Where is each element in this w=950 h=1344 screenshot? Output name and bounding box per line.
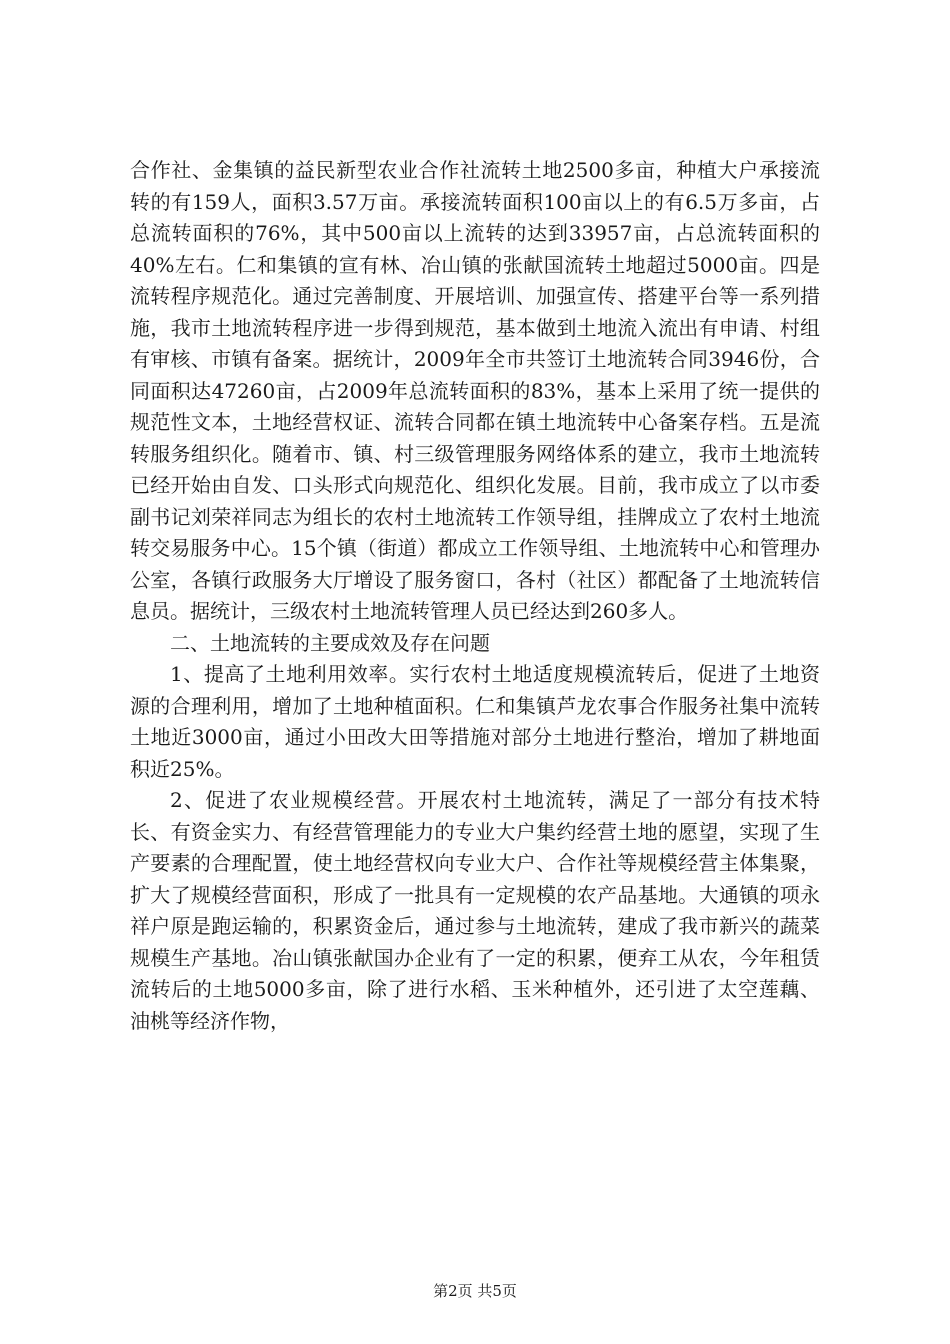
paragraph-land-efficiency: 1、提高了土地利用效率。实行农村土地适度规模流转后，促进了土地资源的合理利用，增加了土地种植面积。仁和集镇芦龙农事合作服务社集中流转土地近3000亩，通过小田改大田等措施对部分土地进行整治，增加了耕地面积近25%。 bbox=[130, 662, 820, 781]
document-body bbox=[130, 155, 820, 1037]
page-footer: 第2页 共5页 bbox=[433, 1282, 517, 1300]
paragraph-continuation: 合作社、金集镇的益民新型农业合作社流转土地2500多亩，种植大户承接流转的有159人，面积3.57万亩。承接流转面积100亩以上的有6.5万多亩，占总流转面积的76%，其中500亩以上流转的达到33957亩，占总流转面积的40%左右。仁和集镇的宣有林、冶山镇的张献国流转土地超过5000亩。四是流转程序规范化。通过完善制度、开展培训、加强宣传、搭建平台等一系列措施，我市土地流转程序进一步得到规范，基本做到土地流入流出有申请、村组有审核、市镇有备案。据统计，2009年全市共签订土地流转合同3946份，合同面积达47260亩，占2009年总流转面积的83%，基本上采用了统一提供的规范性文本，土地经营权证、流转合同都在镇土地流转中心备案存档。五是流转服务组织化。随着市、镇、村三级管理服务网络体系的建立，我市土地流转已经开始由自发、口头形式向规范化、组织化发展。目前，我市成立了以市委副书记刘荣祥同志为组长的农村土地流转工作领导组，挂牌成立了农村土地流转交易服务中心。15个镇（街道）都成立工作领导组、土地流转中心和管理办公室，各镇行政服务大厅增设了服务窗口，各村（社区）都配备了土地流转信息员。据统计，三级农村土地流转管理人员已经达到260多人。 bbox=[130, 158, 820, 623]
section-heading: 二、土地流转的主要成效及存在问题 bbox=[170, 630, 490, 655]
paragraph-scale-operation: 2、促进了农业规模经营。开展农村土地流转，满足了一部分有技术特长、有资金实力、有经营管理能力的专业大户集约经营土地的愿望，实现了生产要素的合理配置，使土地经营权向专业大户、合作社等规模经营主体集聚，扩大了规模经营面积，形成了一批具有一定规模的农产品基地。大通镇的项永祥户原是跑运输的，积累资金后，通过参与土地流转，建成了我市新兴的蔬菜规模生产基地。冶山镇张献国办企业有了一定的积累，便弃工从农，今年租赁流转后的土地5000多亩，除了进行水稻、玉米种植外，还引进了太空莲藕、油桃等经济作物， bbox=[130, 788, 820, 1033]
